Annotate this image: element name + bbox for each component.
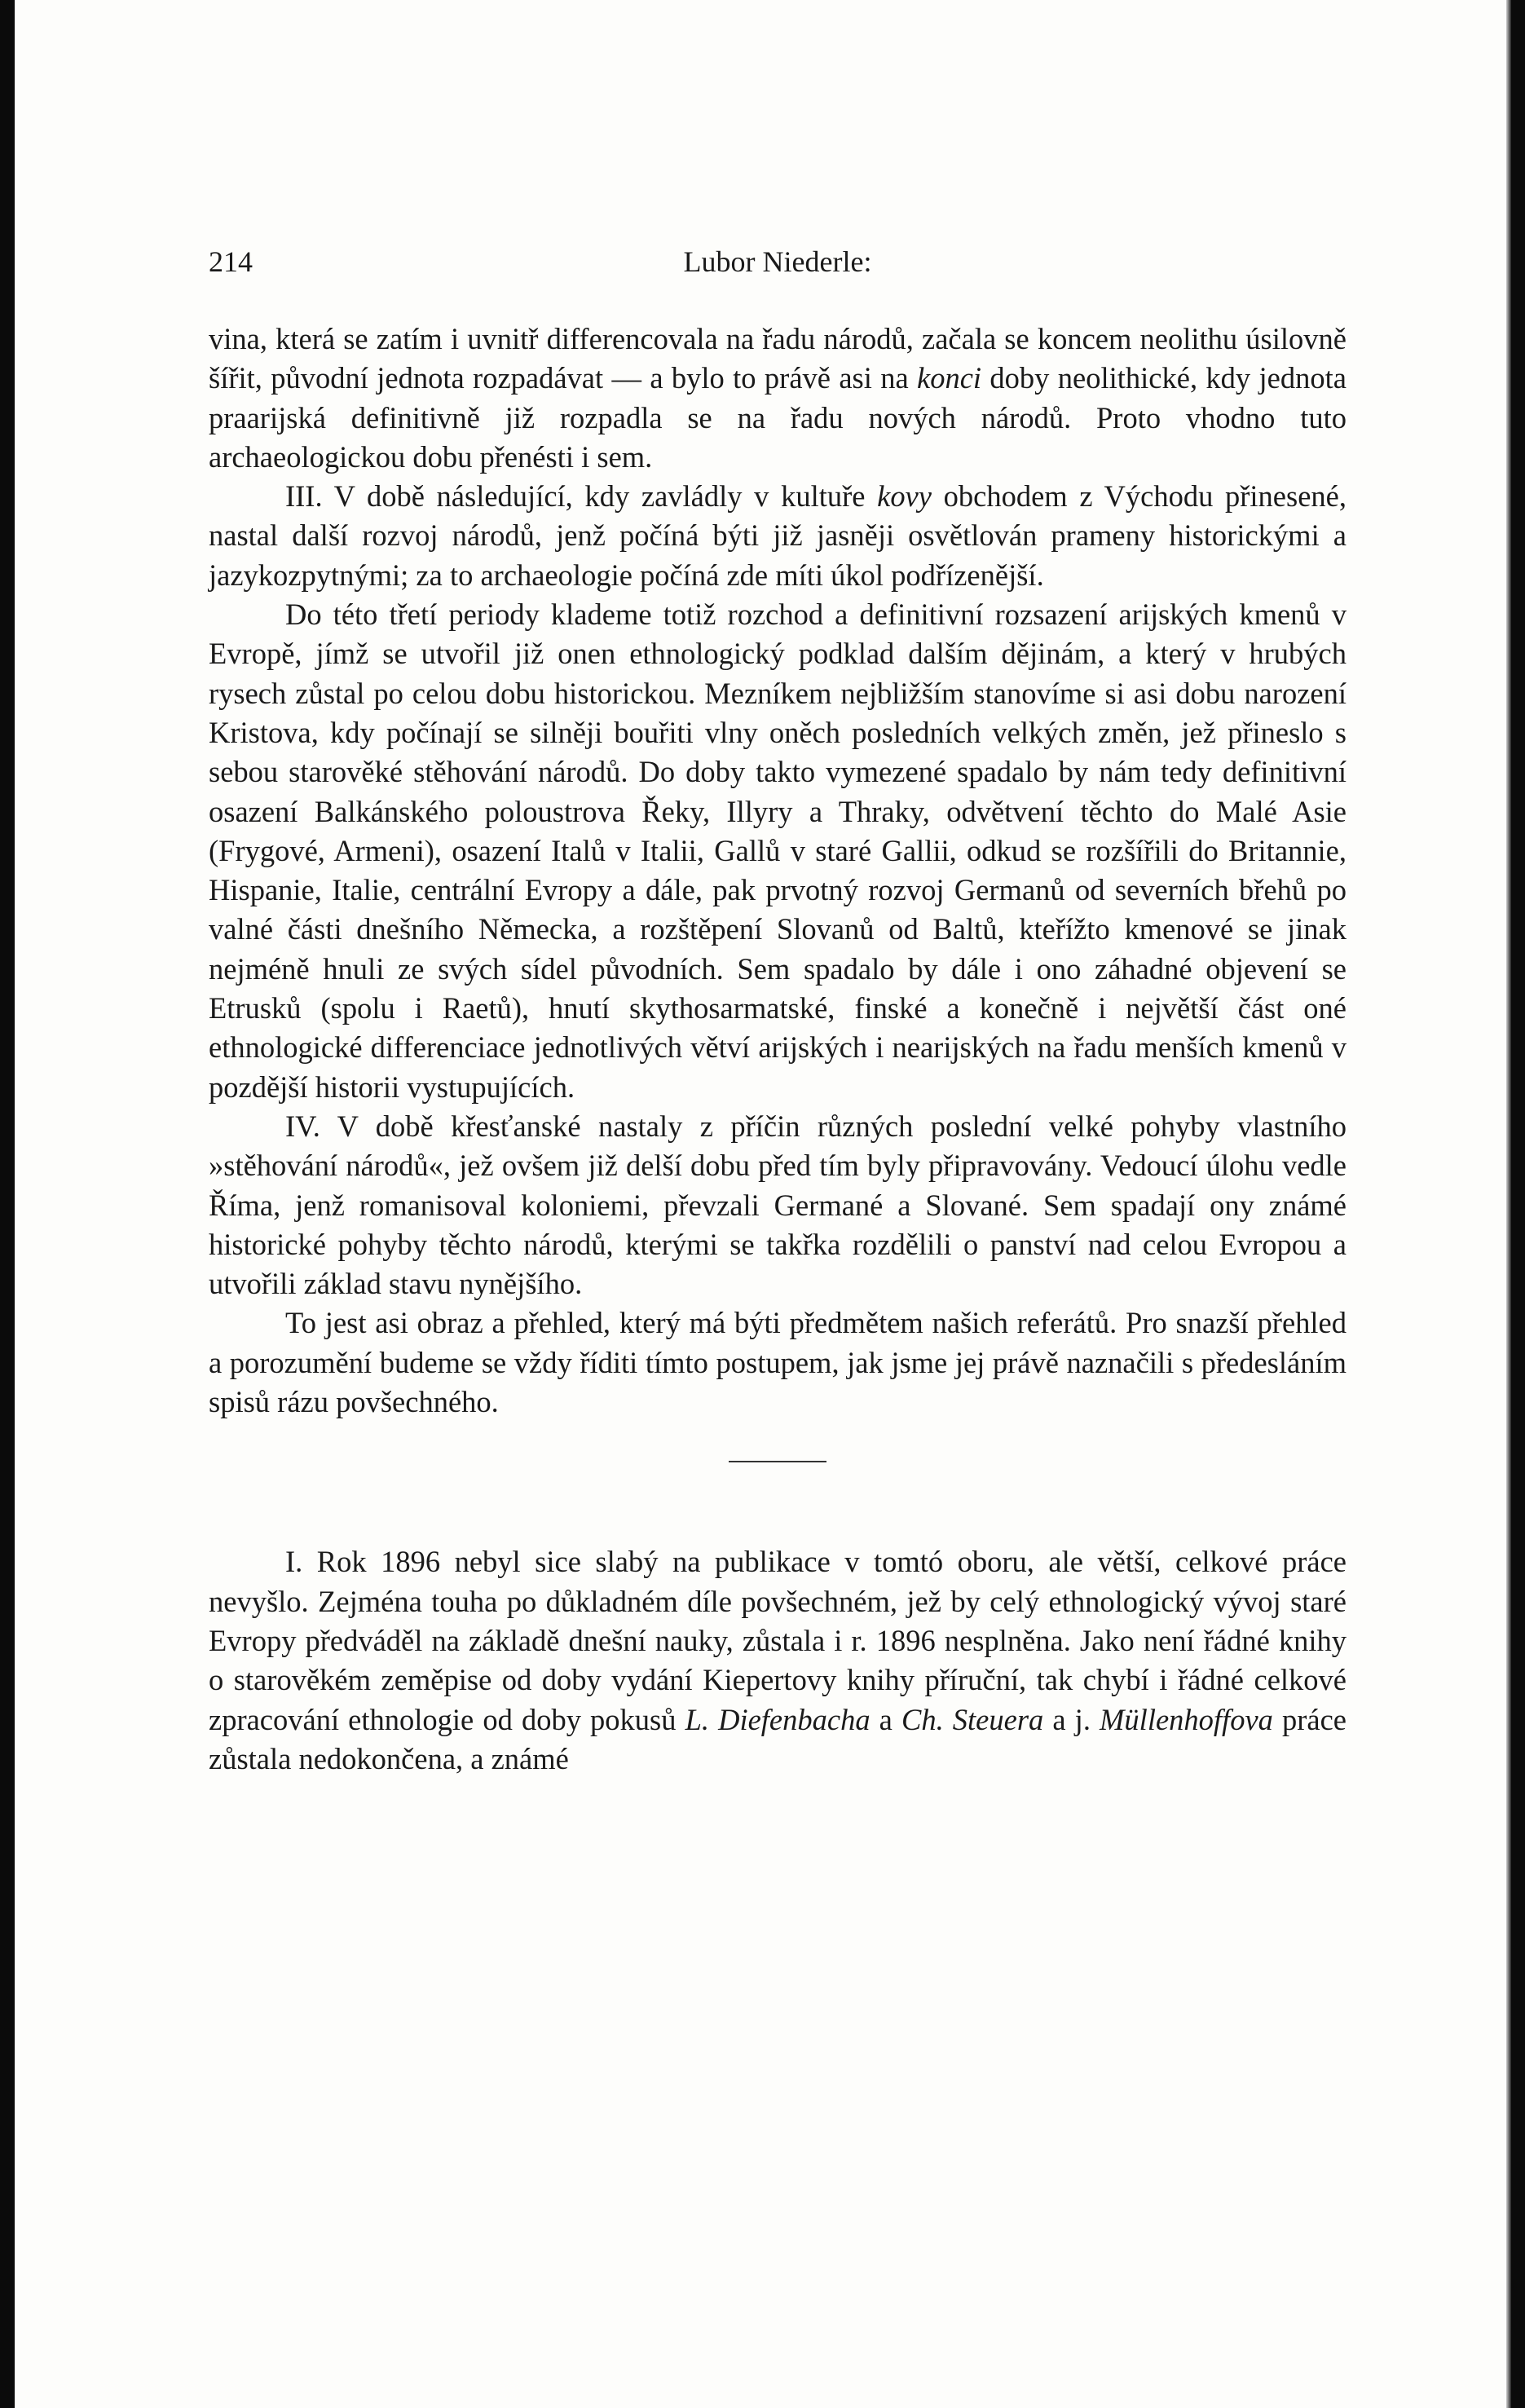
- paragraph: [209, 1303, 1346, 1422]
- paragraph: [209, 1542, 1346, 1779]
- text-run: IV. V době křesťanské nastaly z příčin různých poslední velké pohyby vlastního »stěhování národů«, jež ovšem již delší dobu před tím byly připravovány. Vedoucí úlohu vedle Říma, jenž romanisoval koloniemi, převzali Germané a Slované. Sem spadají ony známé historické pohyby těchto národů, kterými se takřka rozdělili o panství nad celou Evropou a utvořili základ stavu nynějšího.: [209, 1109, 1346, 1301]
- paragraph: [209, 595, 1346, 1107]
- italic-text: Ch. Steuera: [901, 1702, 1044, 1736]
- paragraph: [209, 1107, 1346, 1303]
- running-head: Lubor Niederle:: [683, 245, 872, 278]
- page-header: [209, 245, 1346, 285]
- book-page: [15, 0, 1508, 2408]
- text-run: a: [870, 1702, 901, 1736]
- italic-text: kovy: [877, 479, 932, 514]
- section-divider: [729, 1461, 826, 1462]
- body-text: [209, 320, 1346, 1779]
- text-run: I. Rok 1896 nebyl sice slabý na publikace v tomtó oboru, ale větší, celkové práce nevyšlo. Zejména touha po důkladném díle povšechném, jež by celý ethnologický vývoj staré Evropy předváděl na základě dnešní nauky, zůstala i r. 1896 nesplněna. Jako není řádné knihy o starověkém zeměpise od doby vydání Kiepertovy knihy příruční, tak chybí i řádné celkové zpracování ethnologie od doby pokusů: [209, 1545, 1346, 1736]
- text-run: vina, která se zatím i uvnitř differencovala na řadu národů, začala se koncem neolithu úsilovně šířit, původní jednota rozpadávat — a bylo to právě asi na: [209, 322, 1346, 395]
- text-run: To jest asi obraz a přehled, který má býti předmětem našich referátů. Pro snazší přehled a porozumění budeme se vždy říditi tímto postupem, jak jsme jej právě naznačili s předesláním spisů rázu povšechného.: [209, 1306, 1346, 1419]
- text-run: práce zůstala nedokončena, a známé: [209, 1702, 1347, 1775]
- text-run: III. V době následující, kdy zavládly v kultuře: [285, 479, 878, 514]
- text-run: doby neolithické, kdy jednota praarijská definitivně již rozpadla se na řadu nových národů. Proto vhodno tuto archaeologickou dobu přenésti i sem.: [209, 361, 1346, 474]
- text-run: a j.: [1043, 1702, 1100, 1736]
- page-number: 214: [209, 245, 253, 278]
- text-run: Do této třetí periody klademe totiž rozchod a definitivní rozsazení arijských kmenů v Evropě, jímž se utvořil již onen ethnologický podklad dalším dějinám, a který v hrubých rysech zůstal po celou dobu historickou. Mezníkem nejbližším stanovíme si asi dobu narození Kristova, kdy počínají se silněji bouřiti vlny oněch posledních velkých změn, jež přineslo s sebou starověké stěhování národů. Do doby takto vymezené spadalo by nám tedy definitivní osazení Balkánského poloustrova Řeky, Illyry a Thraky, odvětvení těchto do Malé Asie (Frygové, Armeni), osazení Italů v Italii, Gallů v staré Gallii, odkud se rozšířili do Britannie, Hispanie, Italie, centrální Evropy a dále, pak prvotný rozvoj Germanů od severních břehů po valné části dnešního Německa, a rozštěpení Slovanů od Baltů, kteřížto kmenové se jinak nejméně hnuli ze svých sídel původních. Sem spadalo by dále i ono záhadné objevení se Etrusků (spolu i Raetů), hnutí skythosarmatské, finské a konečně i největší část oné ethnologické differenciace jednotlivých větví arijských i nearijských na řadu menších kmenů v pozdější historii vystupujících.: [209, 598, 1346, 1104]
- italic-text: Müllenhoffova: [1100, 1702, 1273, 1736]
- italic-text: konci: [917, 361, 982, 395]
- text-run: obchodem z Východu přinesené, nastal další rozvoj národů, jenž počíná býti již jasněji osvětlován prameny historickými a jazykozpytnými; za to archaeologie počíná zde míti úkol podřízenější.: [209, 479, 1346, 592]
- paragraph: [209, 477, 1346, 595]
- paragraph: [209, 320, 1346, 477]
- italic-text: L. Diefenbacha: [685, 1702, 870, 1736]
